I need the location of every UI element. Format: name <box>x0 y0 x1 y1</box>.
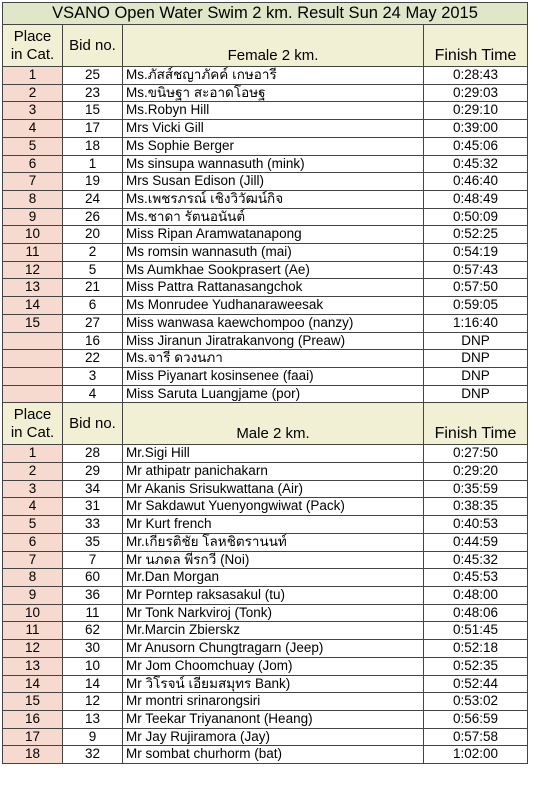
place-cell: 1 <box>3 67 63 85</box>
table-row <box>3 445 528 463</box>
table-row <box>3 516 528 534</box>
bid-cell: 21 <box>63 279 123 297</box>
bid-cell: 17 <box>63 120 123 138</box>
finish-time-cell: 0:45:06 <box>424 137 528 155</box>
table-row <box>3 604 528 622</box>
name-cell: Mr.Marcin Zbierskz <box>123 622 424 640</box>
table-row <box>3 728 528 746</box>
place-cell: 14 <box>3 675 63 693</box>
bid-cell: 24 <box>63 190 123 208</box>
finish-time-cell: 0:48:06 <box>424 604 528 622</box>
table-row <box>3 640 528 658</box>
place-cell: 7 <box>3 173 63 191</box>
table-row <box>3 746 528 764</box>
bid-cell: 31 <box>63 498 123 516</box>
name-cell: Ms Monrudee Yudhanaraweesak <box>123 297 424 315</box>
name-cell: Mr Akanis Srisukwattana (Air) <box>123 480 424 498</box>
table-row <box>3 102 528 120</box>
table-row <box>3 480 528 498</box>
bid-cell: 29 <box>63 463 123 481</box>
place-cell: 7 <box>3 551 63 569</box>
place-cell: 12 <box>3 640 63 658</box>
table-row <box>3 84 528 102</box>
name-cell: Ms.ชาดา รัตนอนันต์ <box>123 208 424 226</box>
table-row <box>3 279 528 297</box>
bid-cell: 15 <box>63 102 123 120</box>
table-row <box>3 226 528 244</box>
finish-time-cell: 0:52:25 <box>424 226 528 244</box>
place-cell: 6 <box>3 155 63 173</box>
place-cell: 3 <box>3 102 63 120</box>
bid-cell: 16 <box>63 332 123 350</box>
name-cell: Ms.Robyn Hill <box>123 102 424 120</box>
finish-time-cell: 0:45:32 <box>424 155 528 173</box>
bid-cell: 14 <box>63 675 123 693</box>
bid-cell: 36 <box>63 586 123 604</box>
place-header: Place in Cat. <box>3 25 63 67</box>
place-cell: 3 <box>3 480 63 498</box>
name-cell: Ms sinsupa wannasuth (mink) <box>123 155 424 173</box>
finish-time-cell: 0:27:50 <box>424 445 528 463</box>
place-cell: 8 <box>3 569 63 587</box>
finish-time-header: Finish Time <box>424 25 528 67</box>
bid-cell: 28 <box>63 445 123 463</box>
place-cell: 16 <box>3 710 63 728</box>
bid-cell: 7 <box>63 551 123 569</box>
place-header: Place in Cat. <box>3 403 63 445</box>
finish-time-cell: 0:52:35 <box>424 657 528 675</box>
sheet-title: VSANO Open Water Swim 2 km. Result Sun 24 May 2015 <box>3 3 528 25</box>
table-row <box>3 314 528 332</box>
place-cell: 11 <box>3 622 63 640</box>
name-cell: Mr วิโรจน์ เอี่ยมสมุทร Bank) <box>123 675 424 693</box>
finish-time-cell: 0:56:59 <box>424 710 528 728</box>
table-row <box>3 137 528 155</box>
bid-cell: 30 <box>63 640 123 658</box>
bid-cell: 35 <box>63 533 123 551</box>
bid-cell: 60 <box>63 569 123 587</box>
bid-header: Bid no. <box>63 25 123 67</box>
finish-time-cell: 0:48:00 <box>424 586 528 604</box>
table-row <box>3 622 528 640</box>
bid-cell: 10 <box>63 657 123 675</box>
name-cell: Ms Aumkhae Sookprasert (Ae) <box>123 261 424 279</box>
name-cell: Mr athipatr panichakarn <box>123 463 424 481</box>
name-cell: Ms romsin wannasuth (mai) <box>123 244 424 262</box>
finish-time-cell: 0:59:05 <box>424 297 528 315</box>
place-cell: 18 <box>3 746 63 764</box>
name-cell: Miss Pattra Rattanasangchok <box>123 279 424 297</box>
place-cell: 6 <box>3 533 63 551</box>
name-cell: Miss Ripan Aramwatanapong <box>123 226 424 244</box>
bid-cell: 1 <box>63 155 123 173</box>
name-cell: Mrs Susan Edison (Jill) <box>123 173 424 191</box>
table-row <box>3 569 528 587</box>
finish-time-cell: 1:16:40 <box>424 314 528 332</box>
finish-time-cell: 0:46:40 <box>424 173 528 191</box>
finish-time-cell: 0:39:00 <box>424 120 528 138</box>
finish-time-cell: 0:35:59 <box>424 480 528 498</box>
bid-cell: 3 <box>63 367 123 385</box>
results-table <box>2 2 528 764</box>
place-cell: 17 <box>3 728 63 746</box>
bid-cell: 6 <box>63 297 123 315</box>
bid-cell: 2 <box>63 244 123 262</box>
bid-cell: 32 <box>63 746 123 764</box>
place-cell <box>3 385 63 403</box>
finish-time-cell: 0:53:02 <box>424 693 528 711</box>
place-cell: 5 <box>3 137 63 155</box>
place-cell: 1 <box>3 445 63 463</box>
name-cell: Mr.Sigi Hill <box>123 445 424 463</box>
table-row <box>3 190 528 208</box>
finish-time-cell: DNP <box>424 367 528 385</box>
name-cell: Mr.เกียรติชัย โลหชิตรานนท์ <box>123 533 424 551</box>
bid-cell: 22 <box>63 350 123 368</box>
table-row <box>3 155 528 173</box>
table-row <box>3 533 528 551</box>
bid-cell: 23 <box>63 84 123 102</box>
bid-cell: 62 <box>63 622 123 640</box>
bid-cell: 33 <box>63 516 123 534</box>
bid-cell: 19 <box>63 173 123 191</box>
place-cell: 13 <box>3 657 63 675</box>
finish-time-cell: DNP <box>424 350 528 368</box>
finish-time-cell: 0:52:18 <box>424 640 528 658</box>
bid-cell: 34 <box>63 480 123 498</box>
finish-time-cell: 0:44:59 <box>424 533 528 551</box>
table-row <box>3 551 528 569</box>
table-row <box>3 67 528 85</box>
table-row <box>3 586 528 604</box>
place-cell: 10 <box>3 226 63 244</box>
finish-time-cell: 0:57:43 <box>424 261 528 279</box>
name-cell: Mr montri srinarongsiri <box>123 693 424 711</box>
name-cell: Mr Anusorn Chungtragarn (Jeep) <box>123 640 424 658</box>
name-cell: Mr Kurt french <box>123 516 424 534</box>
place-cell: 9 <box>3 208 63 226</box>
table-row <box>3 208 528 226</box>
table-row <box>3 385 528 403</box>
bid-cell: 26 <box>63 208 123 226</box>
table-row <box>3 120 528 138</box>
finish-time-cell: 1:02:00 <box>424 746 528 764</box>
place-cell: 13 <box>3 279 63 297</box>
name-cell: Mr sombat churhorm (bat) <box>123 746 424 764</box>
place-cell: 2 <box>3 84 63 102</box>
place-cell <box>3 367 63 385</box>
bid-cell: 9 <box>63 728 123 746</box>
table-row <box>3 350 528 368</box>
name-cell: Mr Tonk Narkviroj (Tonk) <box>123 604 424 622</box>
finish-time-cell: 0:48:49 <box>424 190 528 208</box>
finish-time-cell: 0:50:09 <box>424 208 528 226</box>
bid-cell: 25 <box>63 67 123 85</box>
female-header-row <box>3 25 528 67</box>
name-cell: Mrs Vicki Gill <box>123 120 424 138</box>
bid-cell: 11 <box>63 604 123 622</box>
place-cell: 10 <box>3 604 63 622</box>
name-cell: Mr Jom Choomchuay (Jom) <box>123 657 424 675</box>
table-row <box>3 657 528 675</box>
bid-cell: 5 <box>63 261 123 279</box>
finish-time-cell: 0:51:45 <box>424 622 528 640</box>
finish-time-cell: 0:57:58 <box>424 728 528 746</box>
place-cell <box>3 332 63 350</box>
name-cell: Miss Jiranun Jiratrakanvong (Preaw) <box>123 332 424 350</box>
table-row <box>3 367 528 385</box>
place-cell: 12 <box>3 261 63 279</box>
table-row <box>3 244 528 262</box>
place-cell: 5 <box>3 516 63 534</box>
place-cell: 8 <box>3 190 63 208</box>
name-cell: Miss Piyanart kosinsenee (faai) <box>123 367 424 385</box>
table-row <box>3 498 528 516</box>
place-cell: 11 <box>3 244 63 262</box>
finish-time-cell: 0:28:43 <box>424 67 528 85</box>
male-header-row <box>3 403 528 445</box>
finish-time-cell: 0:29:20 <box>424 463 528 481</box>
name-cell: Mr นภดล พีรกวี (Noi) <box>123 551 424 569</box>
name-cell: Ms.ภัสส์ชญาภัคค์ เกษอารี <box>123 67 424 85</box>
finish-time-cell: 0:54:19 <box>424 244 528 262</box>
name-cell: Mr Porntep raksasakul (tu) <box>123 586 424 604</box>
name-cell: Mr Teekar Triyananont (Heang) <box>123 710 424 728</box>
name-cell: Ms.จารี ดวงนภา <box>123 350 424 368</box>
table-row <box>3 675 528 693</box>
table-row <box>3 332 528 350</box>
bid-cell: 13 <box>63 710 123 728</box>
finish-time-cell: 0:40:53 <box>424 516 528 534</box>
bid-cell: 20 <box>63 226 123 244</box>
table-row <box>3 693 528 711</box>
finish-time-header: Finish Time <box>424 403 528 445</box>
name-cell: Ms.ขนิษฐา สะอาดโอษฐ <box>123 84 424 102</box>
table-row <box>3 297 528 315</box>
finish-time-cell: DNP <box>424 332 528 350</box>
category-header: Male 2 km. <box>123 403 424 445</box>
name-cell: Miss wanwasa kaewchompoo (nanzy) <box>123 314 424 332</box>
bid-cell: 4 <box>63 385 123 403</box>
finish-time-cell: 0:45:53 <box>424 569 528 587</box>
finish-time-cell: 0:38:35 <box>424 498 528 516</box>
finish-time-cell: 0:29:10 <box>424 102 528 120</box>
bid-header: Bid no. <box>63 403 123 445</box>
place-cell: 9 <box>3 586 63 604</box>
category-header: Female 2 km. <box>123 25 424 67</box>
place-cell: 14 <box>3 297 63 315</box>
name-cell: Ms Sophie Berger <box>123 137 424 155</box>
finish-time-cell: DNP <box>424 385 528 403</box>
bid-cell: 18 <box>63 137 123 155</box>
finish-time-cell: 0:45:32 <box>424 551 528 569</box>
place-cell: 4 <box>3 120 63 138</box>
table-row <box>3 710 528 728</box>
place-cell: 15 <box>3 314 63 332</box>
place-cell <box>3 350 63 368</box>
finish-time-cell: 0:57:50 <box>424 279 528 297</box>
name-cell: Mr Sakdawut Yuenyongwiwat (Pack) <box>123 498 424 516</box>
place-cell: 2 <box>3 463 63 481</box>
bid-cell: 27 <box>63 314 123 332</box>
name-cell: Miss Saruta Luangjame (por) <box>123 385 424 403</box>
table-row <box>3 261 528 279</box>
table-row <box>3 173 528 191</box>
name-cell: Mr Jay Rujiramora (Jay) <box>123 728 424 746</box>
name-cell: Mr.Dan Morgan <box>123 569 424 587</box>
name-cell: Ms.เพชรภรณ์ เชิงวิวัฒน์กิจ <box>123 190 424 208</box>
finish-time-cell: 0:52:44 <box>424 675 528 693</box>
table-row <box>3 463 528 481</box>
place-cell: 15 <box>3 693 63 711</box>
finish-time-cell: 0:29:03 <box>424 84 528 102</box>
bid-cell: 12 <box>63 693 123 711</box>
place-cell: 4 <box>3 498 63 516</box>
